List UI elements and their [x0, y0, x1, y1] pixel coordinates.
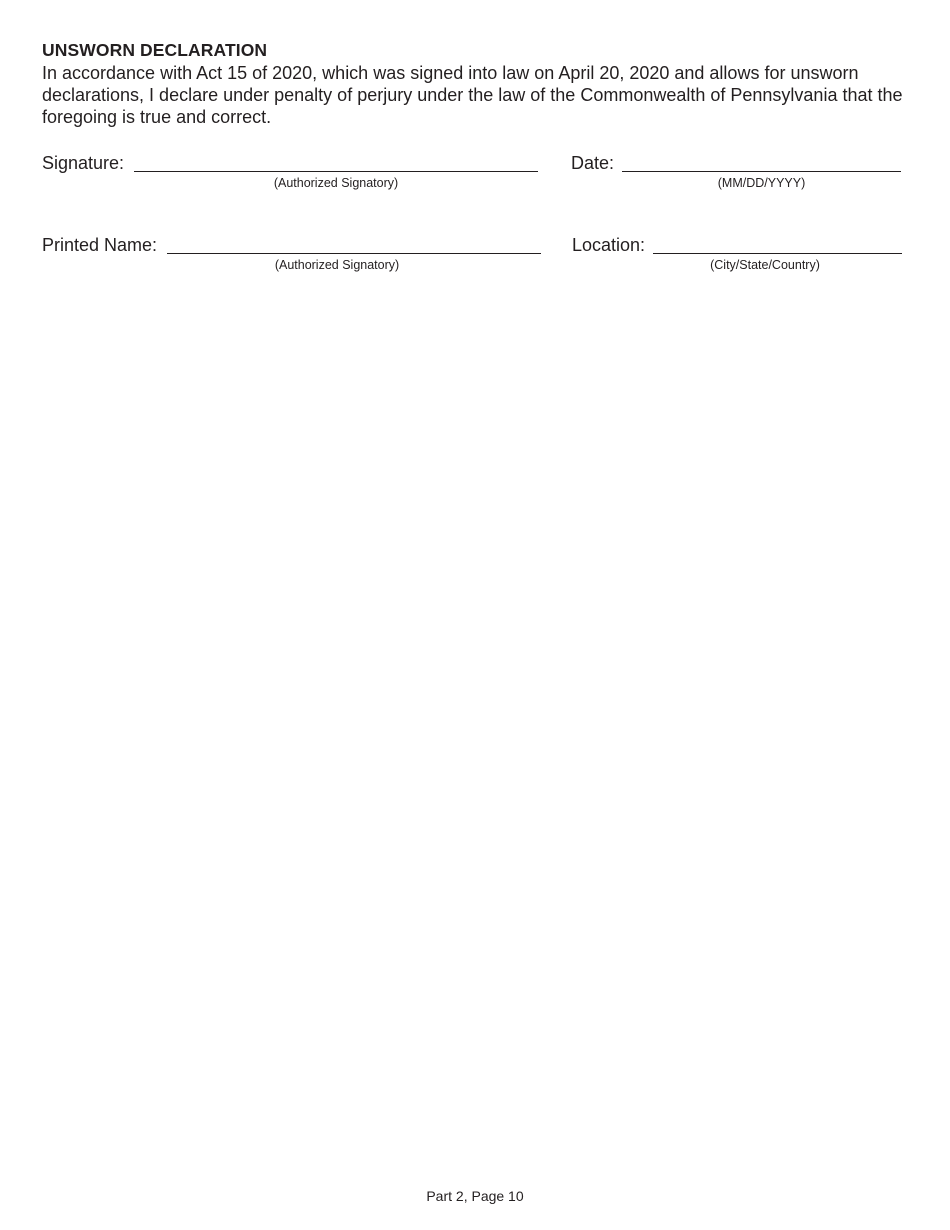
signature-line[interactable]: [134, 171, 538, 172]
printed-name-line[interactable]: [167, 253, 541, 254]
declaration-text: In accordance with Act 15 of 2020, which was signed into law on April 20, 2020 and allows for unsworn declarations, I declare under penalty of perjury under the law of the Commonwealth of Pennsylvania that the foregoing is true and correct.: [42, 63, 903, 127]
signature-label: Signature:: [42, 153, 125, 173]
date-line[interactable]: [622, 171, 901, 172]
date-label: Date:: [571, 153, 615, 173]
signature-hint: (Authorized Signatory): [273, 176, 399, 190]
location-line[interactable]: [653, 253, 902, 254]
page-number: Part 2, Page 10: [426, 1188, 524, 1204]
printed-name-hint: (Authorized Signatory): [274, 258, 400, 272]
location-field[interactable]: [572, 234, 902, 274]
printed-name-label: Printed Name:: [42, 235, 158, 255]
printed-name-field[interactable]: [42, 234, 541, 274]
section-heading: UNSWORN DECLARATION: [42, 40, 268, 60]
location-hint: (City/State/Country): [710, 258, 820, 272]
location-label: Location:: [572, 235, 646, 255]
signature-field[interactable]: [42, 152, 538, 192]
date-field[interactable]: [571, 152, 901, 192]
date-hint: (MM/DD/YYYY): [717, 176, 806, 190]
